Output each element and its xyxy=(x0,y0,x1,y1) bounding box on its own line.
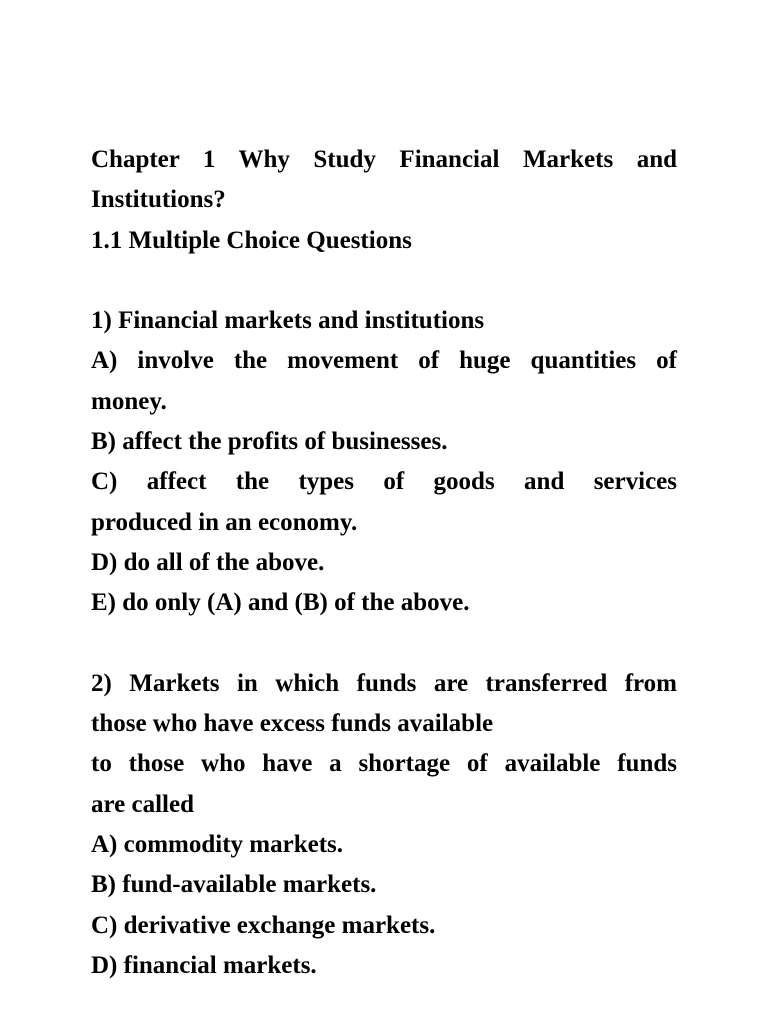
option-d: D) financial markets. xyxy=(91,951,317,979)
option-c: C) affect the types of goods and services xyxy=(91,468,677,496)
question-stem-line-2: those who have excess funds available xyxy=(91,710,494,738)
question-stem: 2) Markets in which funds are transferred from xyxy=(91,669,677,697)
chapter-title: Chapter 1 Why Study Financial Markets and xyxy=(91,146,677,173)
option-a: A) involve the movement of huge quantities of xyxy=(91,347,677,375)
option-a: A) commodity markets. xyxy=(91,831,344,859)
spacer xyxy=(91,624,677,664)
option-c: C) derivative exchange markets. xyxy=(91,911,436,939)
question-stem-line-3: to those who have a shortage of available funds xyxy=(91,750,677,778)
chapter-title-continued: Institutions? xyxy=(91,186,226,214)
document-page xyxy=(91,140,677,986)
option-e: E) do only (A) and (B) of the above. xyxy=(91,589,470,617)
question-stem-line-4: are called xyxy=(91,790,194,818)
option-b: B) fund-available markets. xyxy=(91,871,377,899)
question-1 xyxy=(91,301,677,623)
question-stem: 1) Financial markets and institutions xyxy=(91,307,485,335)
option-b: B) affect the profits of businesses. xyxy=(91,428,448,456)
section-heading: 1.1 Multiple Choice Questions xyxy=(91,226,412,254)
spacer xyxy=(91,261,677,301)
option-d: D) do all of the above. xyxy=(91,548,325,576)
option-a-continued: money. xyxy=(91,387,167,415)
question-2 xyxy=(91,664,677,986)
option-c-continued: produced in an economy. xyxy=(91,508,358,536)
